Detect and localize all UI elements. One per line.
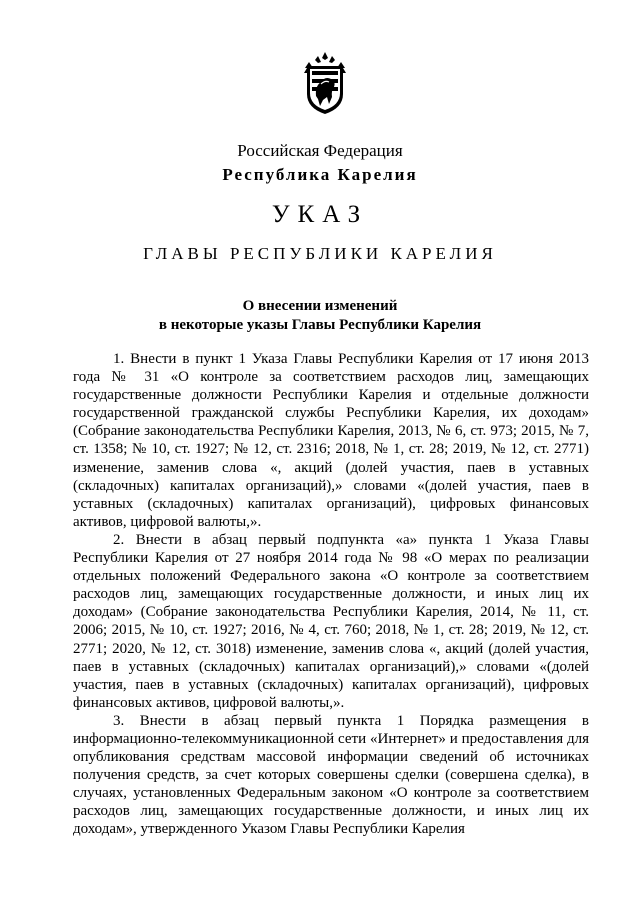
paragraph-2: 2. Внести в абзац первый подпункта «а» пункта 1 Указа Главы Республики Карелия от 27 ноября 2014 года № 98 «О мерах по реализации отдельных положений Федерального закона «О контроле за соответствием расходов лиц, замещающих государственные должности, и иных лиц их доходам» (Собрание законодательства Республики Карелия, 2014, № 11, ст. 2006; 2015, № 10, ст. 1927; 2016, № 4, ст. 760; 2018, № 1, ст. 28; 2019, № 12, ст. 2771; 2020, № 12, ст. 3018) изменение, заменив слова «, акций (долей участия, паев в уставных (складочных) капиталах организаций),» словами «(долей участия, паев в уставных (складочных) капиталах организаций), цифровых финансовых активов, цифровой валюты,». [73, 531, 589, 711]
issuer-heading: ГЛАВЫ РЕСПУБЛИКИ КАРЕЛИЯ [143, 244, 497, 263]
country-heading: Российская Федерация [237, 141, 403, 160]
decree-title: УКАЗ [271, 201, 369, 228]
coat-of-arms-emblem [301, 50, 349, 116]
decree-subject [0, 297, 640, 335]
decree-body [73, 350, 589, 839]
paragraph-1: 1. Внести в пункт 1 Указа Главы Республики Карелия от 17 июня 2013 года № 31 «О контроле за соответствием расходов лиц, замещающих государственные должности Республики Карелия и отдельные должности государственной гражданской службы Республики Карелия, их доходам» (Собрание законодательства Республики Карелия, 2013, № 6, ст. 973; 2015, № 7, ст. 1358; № 10, ст. 1927; № 12, ст. 2316; 2018, № 1, ст. 28; 2019, № 12, ст. 2771) изменение, заменив слова «, акций (долей участия, паев в уставных (складочных) капиталах организаций),» словами «(долей участия, паев в уставных (складочных) капиталах организаций), цифровых финансовых активов, цифровой валюты,». [73, 351, 589, 530]
paragraph-3: 3. Внести в абзац первый пункта 1 Порядка размещения в информационно-телекоммуникационной сети «Интернет» и предоставления для опубликования средствам массовой информации сведений об источниках получения средств, за счет которых совершены сделки (совершена сделка), в случаях, установленных Федеральным законом «О контроле за соответствием расходов лиц, замещающих государственные должности, и иных лиц их доходам», утвержденного Указом Главы Республики Карелия [73, 712, 589, 838]
subject-line-2: в некоторые указы Главы Республики Карелия [158, 317, 482, 333]
subject-line-1: О внесении изменений [242, 298, 398, 314]
republic-heading: Республика Карелия [222, 165, 418, 184]
